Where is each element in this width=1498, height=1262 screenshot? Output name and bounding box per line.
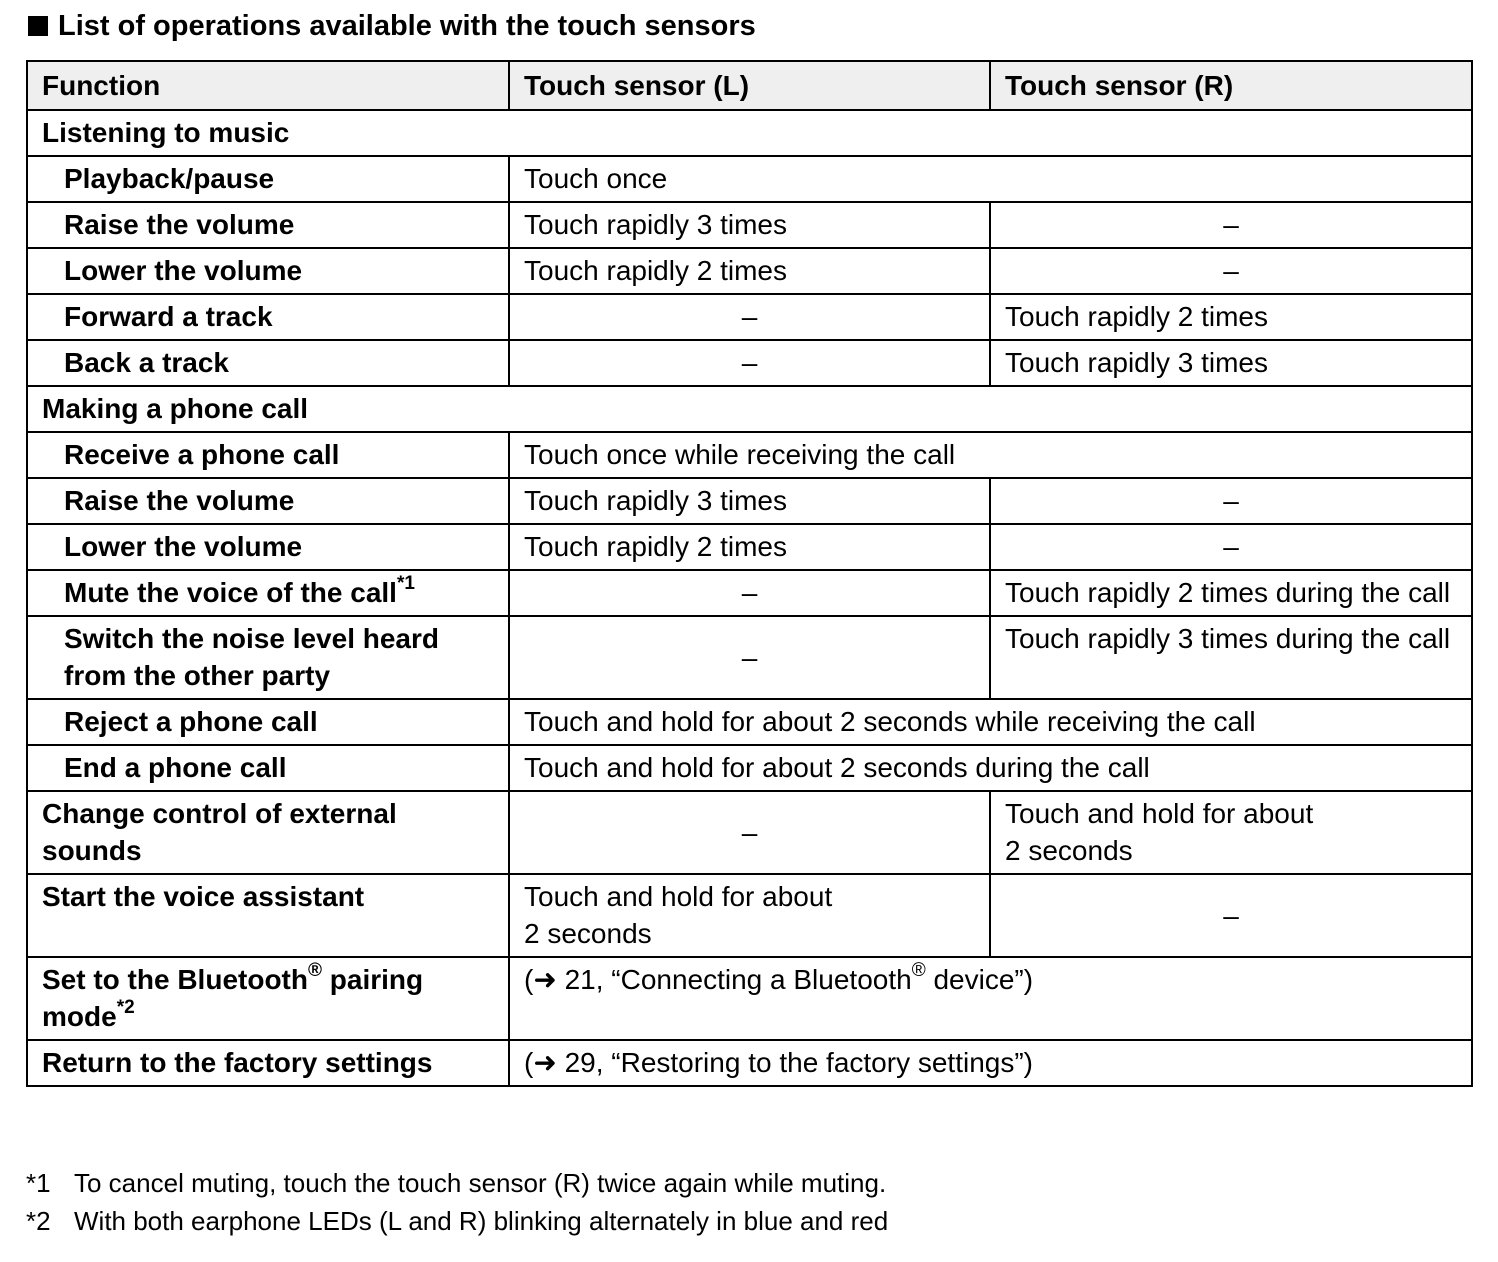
- function-cell: Raise the volume: [27, 478, 509, 524]
- both-sensors-cell: Touch once: [509, 156, 1472, 202]
- function-text: pairing mode: [42, 964, 424, 1032]
- footnote-ref: *2: [116, 996, 135, 1018]
- footnote-text: To cancel muting, touch the touch sensor (R) twice again while muting.: [74, 1168, 887, 1198]
- footnote-text: With both earphone LEDs (L and R) blinking alternately in blue and red: [74, 1206, 889, 1236]
- right-sensor-cell: –: [990, 524, 1472, 570]
- function-cell: [27, 570, 509, 616]
- right-sensor-cell: –: [990, 248, 1472, 294]
- right-sensor-cell: –: [990, 874, 1472, 957]
- footnote: [26, 1202, 888, 1240]
- function-cell: Change control of external sounds: [27, 791, 509, 874]
- right-sensor-cell: [990, 791, 1472, 874]
- both-sensors-cell: [509, 957, 1472, 1040]
- both-sensors-cell: Touch once while receiving the call: [509, 432, 1472, 478]
- table-header-row: [27, 61, 1472, 110]
- table-row: [27, 745, 1472, 791]
- header-function: Function: [27, 61, 509, 110]
- right-sensor-cell: Touch rapidly 2 times during the call: [990, 570, 1472, 616]
- section-heading: [28, 8, 756, 44]
- left-sensor-cell: Touch rapidly 2 times: [509, 248, 990, 294]
- header-right-sensor: Touch sensor (R): [990, 61, 1472, 110]
- table-row: [27, 1040, 1472, 1086]
- table-row: [27, 570, 1472, 616]
- right-sensor-cell: –: [990, 202, 1472, 248]
- both-sensors-cell: (➜ 29, “Restoring to the factory settings”): [509, 1040, 1472, 1086]
- right-sensor-cell: Touch rapidly 2 times: [990, 294, 1472, 340]
- both-sensors-cell: Touch and hold for about 2 seconds while receiving the call: [509, 699, 1472, 745]
- footnote-mark: *1: [26, 1168, 51, 1198]
- cell-line: Touch and hold for about: [524, 881, 833, 912]
- square-bullet-icon: [28, 16, 48, 36]
- table-row: [27, 294, 1472, 340]
- footnote-mark: *2: [26, 1206, 51, 1236]
- left-sensor-cell: –: [509, 340, 990, 386]
- table-row: [27, 202, 1472, 248]
- both-sensors-cell: Touch and hold for about 2 seconds during the call: [509, 745, 1472, 791]
- table-row: [27, 957, 1472, 1040]
- section-label: Making a phone call: [27, 386, 1472, 432]
- operations-table: [26, 60, 1473, 1087]
- function-cell: Forward a track: [27, 294, 509, 340]
- function-cell: Reject a phone call: [27, 699, 509, 745]
- function-cell: Switch the noise level heard from the other party: [27, 616, 509, 699]
- table-row: [27, 478, 1472, 524]
- table-row: [27, 616, 1472, 699]
- left-sensor-cell: –: [509, 791, 990, 874]
- registered-mark: ®: [911, 959, 926, 981]
- section-row-music: [27, 110, 1472, 156]
- section-label: Listening to music: [27, 110, 1472, 156]
- table-row: [27, 248, 1472, 294]
- reference-text: device”): [925, 964, 1034, 995]
- function-cell: End a phone call: [27, 745, 509, 791]
- function-cell: Raise the volume: [27, 202, 509, 248]
- heading-text: List of operations available with the touch sensors: [58, 10, 756, 42]
- left-sensor-cell: –: [509, 570, 990, 616]
- left-sensor-cell: Touch rapidly 3 times: [509, 202, 990, 248]
- header-left-sensor: Touch sensor (L): [509, 61, 990, 110]
- table-row: [27, 156, 1472, 202]
- reference-text: (➜ 21, “Connecting a Bluetooth: [524, 964, 912, 995]
- cell-line: Touch and hold for about: [1005, 798, 1314, 829]
- table-row: [27, 432, 1472, 478]
- cell-line: 2 seconds: [524, 918, 652, 949]
- table-row: [27, 791, 1472, 874]
- function-cell: Playback/pause: [27, 156, 509, 202]
- function-cell: Lower the volume: [27, 248, 509, 294]
- registered-mark: ®: [307, 959, 322, 981]
- function-cell: Return to the factory settings: [27, 1040, 509, 1086]
- function-cell: [27, 957, 509, 1040]
- function-text: Mute the voice of the call: [64, 577, 397, 608]
- function-cell: Back a track: [27, 340, 509, 386]
- right-sensor-cell: Touch rapidly 3 times during the call: [990, 616, 1472, 699]
- function-cell: Receive a phone call: [27, 432, 509, 478]
- table-row: [27, 524, 1472, 570]
- left-sensor-cell: Touch rapidly 2 times: [509, 524, 990, 570]
- function-text: Set to the Bluetooth: [42, 964, 308, 995]
- function-cell: Lower the volume: [27, 524, 509, 570]
- right-sensor-cell: Touch rapidly 3 times: [990, 340, 1472, 386]
- left-sensor-cell: Touch rapidly 3 times: [509, 478, 990, 524]
- table-row: [27, 874, 1472, 957]
- left-sensor-cell: –: [509, 294, 990, 340]
- footnotes: [26, 1164, 888, 1240]
- left-sensor-cell: [509, 874, 990, 957]
- table-row: [27, 699, 1472, 745]
- function-cell: Start the voice assistant: [27, 874, 509, 957]
- section-row-phone: [27, 386, 1472, 432]
- table-row: [27, 340, 1472, 386]
- left-sensor-cell: –: [509, 616, 990, 699]
- footnote-ref: *1: [396, 572, 415, 594]
- right-sensor-cell: –: [990, 478, 1472, 524]
- cell-line: 2 seconds: [1005, 835, 1133, 866]
- footnote: [26, 1164, 888, 1202]
